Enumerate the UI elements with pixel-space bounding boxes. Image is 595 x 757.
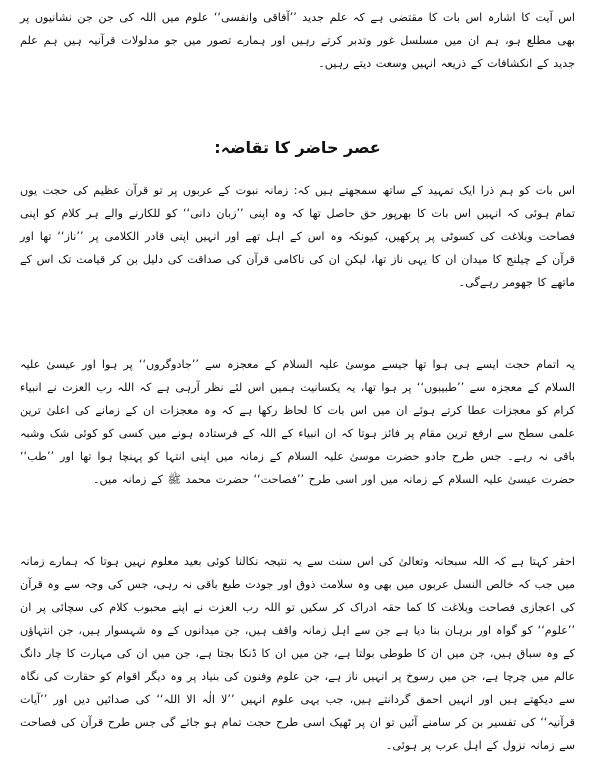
section-heading: عصر حاضر کا تقاضہ: (214, 138, 381, 157)
paragraph-intro: اس آیت کا اشارہ اس بات کا مقتضی ہے کہ علم جدید ’’آفاقی وانفسی‘‘ علوم میں اللہ کی جن جن نشانیوں پر بھی مطلع ہو، ہم ان میں مسلسل غور وتدبر کرتے رہیں اور ہمارے تصور میں جو مدلولات قرآنیہ ہیں ہم علم جدید کے انکشافات کے ذریعہ انہیں وسعت دیتے رہیں۔ (20, 11, 575, 70)
paragraph-ahqar: احقر کہتا ہے کہ اللہ سبحانہ وتعالیٰ کی اس سنت سے یہ نتیجہ نکالنا کوئی بعید معلوم نہیں ہوتا کہ ہمارے زمانہ میں جب کہ خالص النسل عربوں میں بھی وہ سلامت ذوق اور جودت طبع باقی نہ رہی، جس کی وجہ سے وہ قرآن کی اعجازی فصاحت وبلاغت کا کما حقہ ادراک کر سکیں تو اللہ رب العزت نے اپنے محبوب کلام کی سچائی پر ان ’’علوم‘‘ کو گواہ اور برہان بنا دیا ہے جن سے اہل زمانہ واقف ہیں، جن میدانوں کے وہ شہسوار ہیں، جن انتہاؤں کے وہ سباق ہیں، جن میں ان کا طوطی بولتا ہے، جن میں ان کا ڈنکا بجتا ہے، جن میں ان کی مہارت کا چار دانگ عالم میں چرچا ہے، جن میں رسوخ پر انہیں ناز ہے، جن علوم وفنون کی بنیاد پر وہ دیگر اقوام کو حقارت کی نگاہ سے دیکھتے ہیں اور انہیں احمق گردانتے ہیں، جب یہی علوم انہیں ’’لا الٰہ الا اللہ‘‘ کی صدائیں دیں اور ’’آیات قرآنیہ‘‘ کی تفسیر بن کر سامنے آئیں تو ان پر ٹھیک اسی طرح حجت تمام ہو جائے گی جس طرح قرآن کی فصاحت سے زمانہ نزول کے اہل عرب پر ہوئی۔ (20, 555, 575, 752)
paragraph-nubuwwat: اس بات کو ہم ذرا ایک تمہید کے ساتھ سمجھتے ہیں کہ: زمانہ نبوت کے عربوں پر تو قرآن عظیم کی حجت یوں تمام ہوئی کہ انہیں اس بات کا بھرپور حق حاصل تھا کہ وہ اپنی ’’زبان دانی‘‘ کو للکارنے والے ہر کلام کو اپنی فصاحت وبلاغت کی کسوٹی پر پرکھیں، کیونکہ وہ اس کے اہل تھے اور انہیں اپنی قادر الکلامی پر ’’ناز‘‘ تھا اور قرآن کے چیلنج کا میدان ان کا یہی ناز تھا، لیکن ان کی ناکامی قرآن کی صداقت کی دلیل بن کر قیامت تک اس کے ماتھے کا جھومر رہےگی۔ (20, 184, 575, 289)
paragraph-ahtamam: یہ اتمام حجت ایسے ہی ہوا تھا جیسے موسیٰ علیہ السلام کے معجزہ سے ’’جادوگروں‘‘ پر ہوا اور عیسیٰ علیہ السلام کے معجزہ سے ’’طبیبوں‘‘ پر ہوا تھا، یہ یکسانیت ہمیں اس لئے نظر آرہی ہے کہ اللہ رب العزت نے انبیاء کرام کو معجزات عطا کرتے ہوئے ان میں اس بات کا لحاظ رکھا ہے کہ وہ معجزات ان کے زمانے کی اعلیٰ ترین علمی سطح سے ارفع ترین مقام پر فائز ہوتا کہ ان انبیاء کے اللہ کے فرستادہ ہونے میں کسی کو کوئی شک وشبہ باقی نہ رہے۔ جس طرح جادو حضرت موسیٰ علیہ السلام کے زمانہ میں اپنی انتہا کو پہنچا ہوا تھا اور ’’طب‘‘ حضرت عیسیٰ علیہ السلام کے زمانہ میں اور اسی طرح ’’فصاحت‘‘ حضرت محمد ﷺ کے زمانہ میں۔ (20, 358, 575, 486)
document-page (20, 6, 575, 757)
